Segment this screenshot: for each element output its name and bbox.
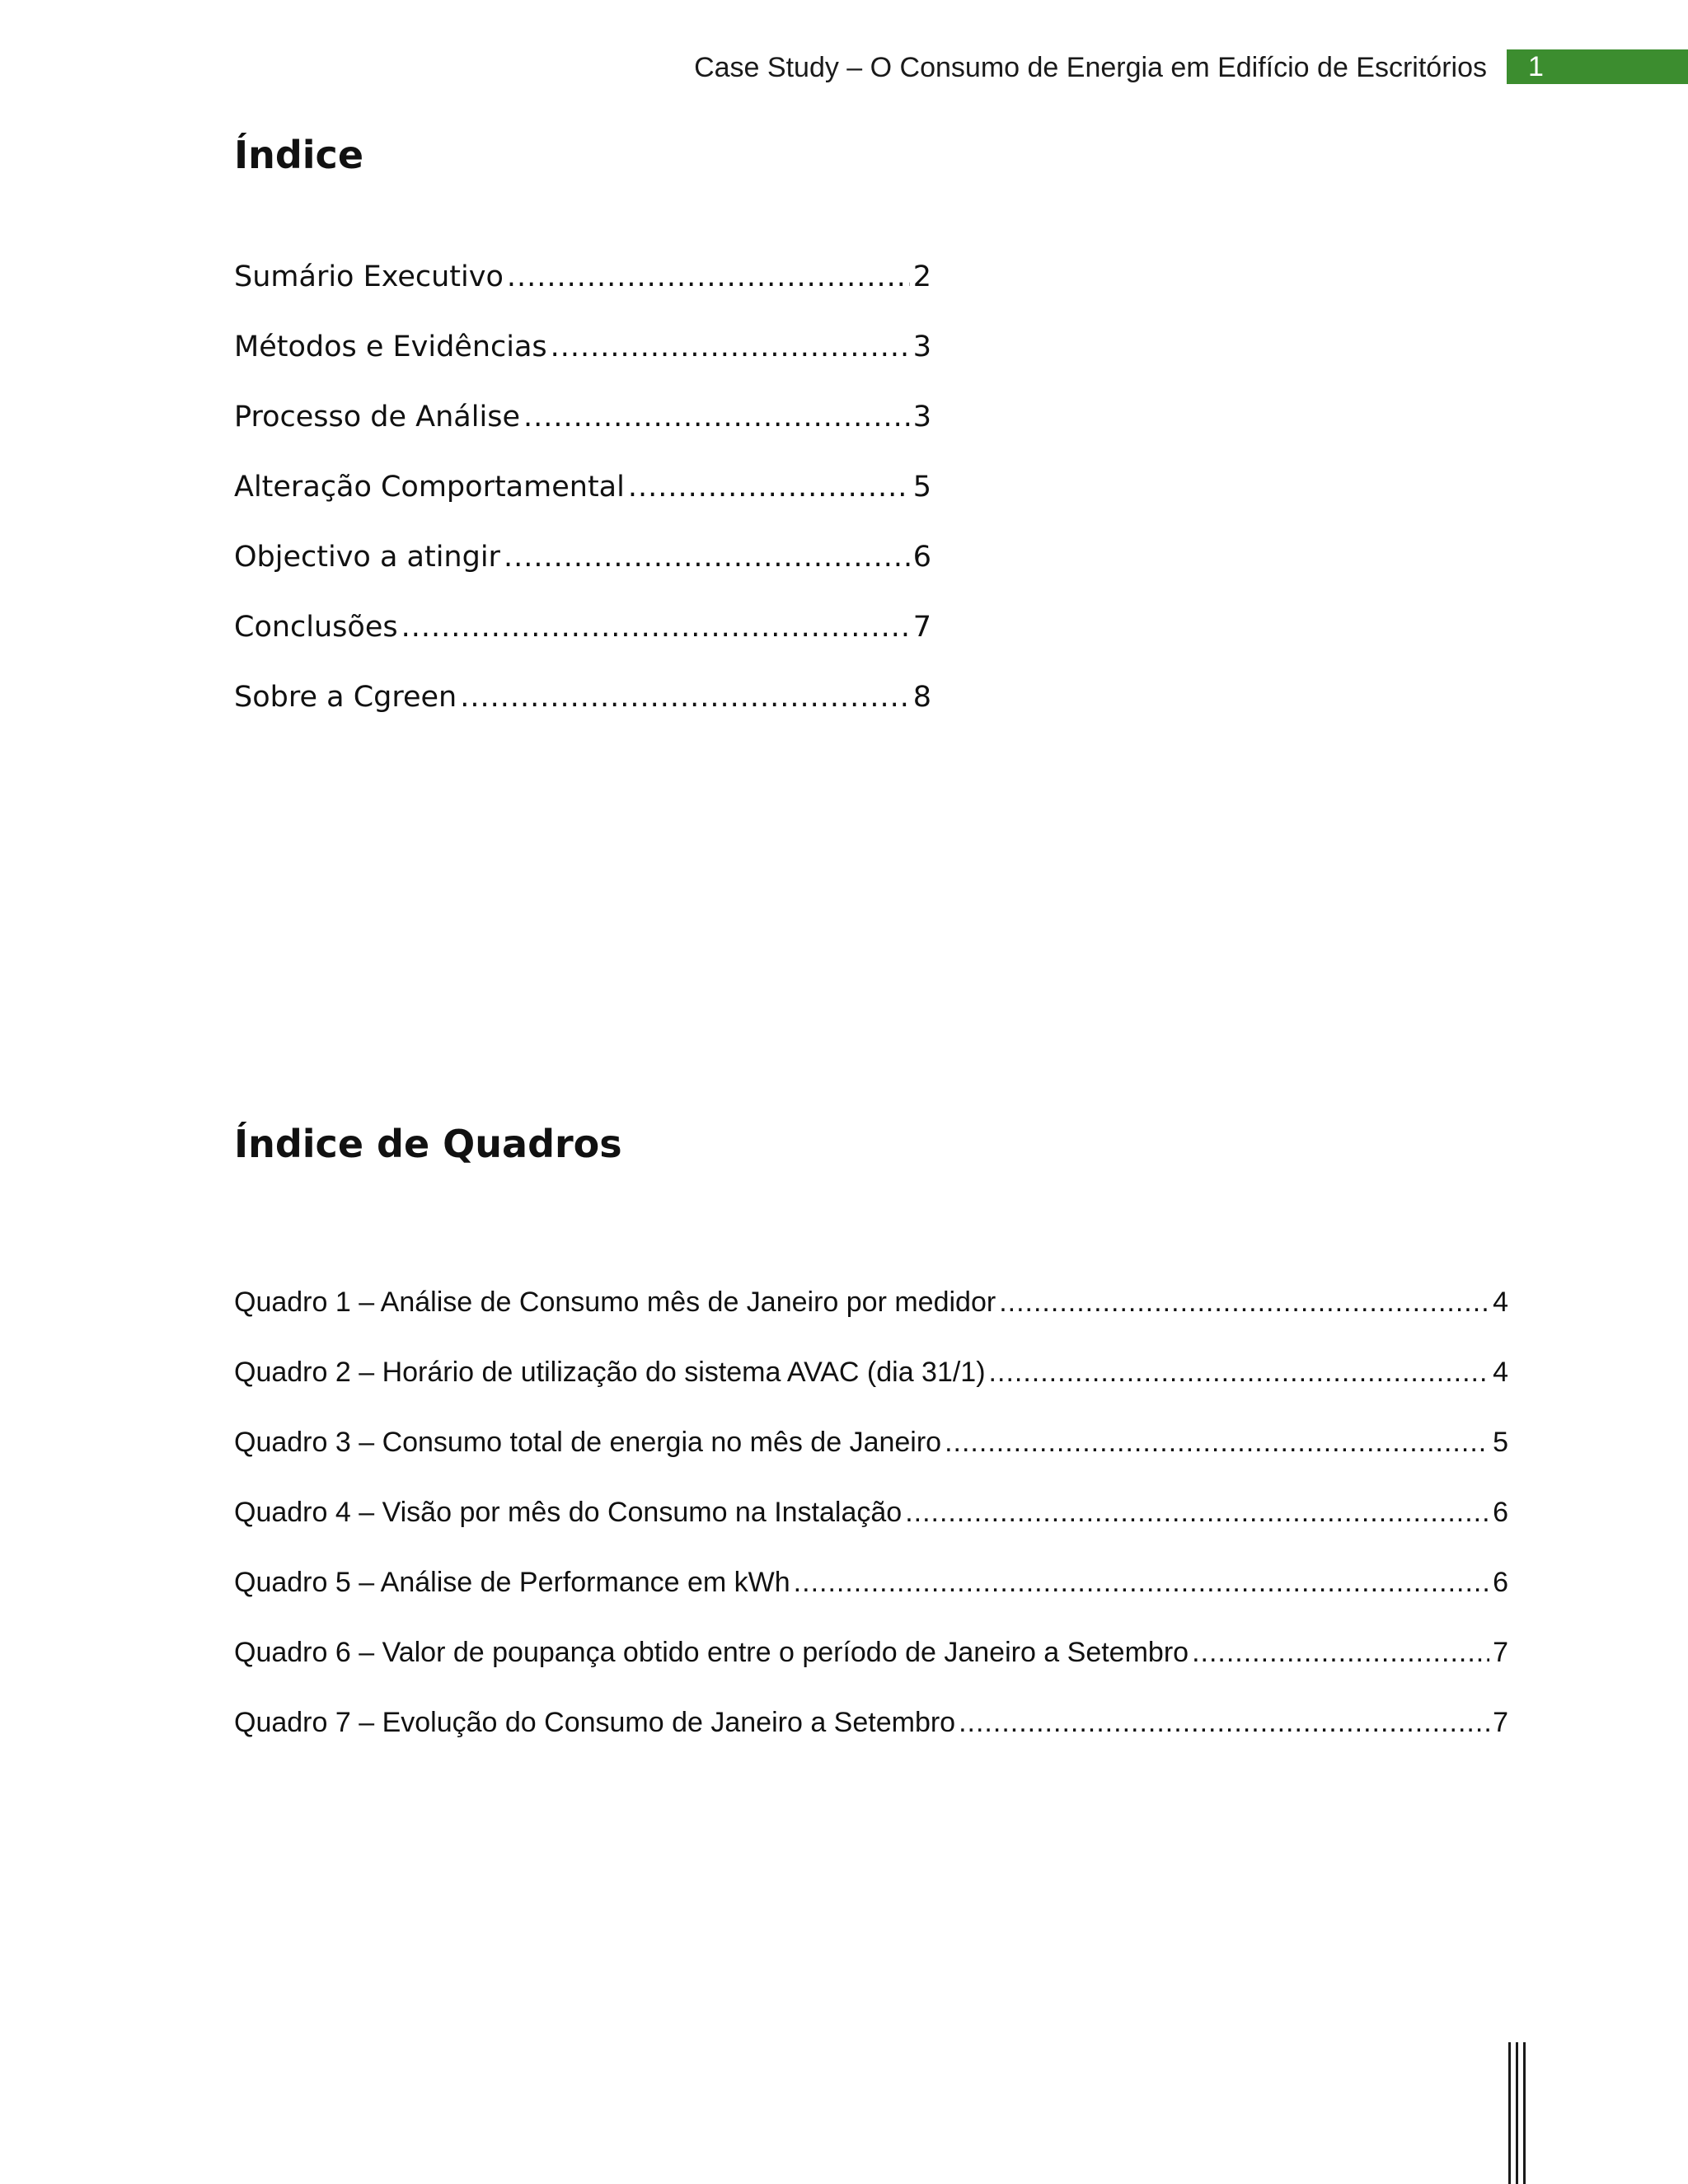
toc-entry-sobre-cgreen[interactable] [234, 673, 931, 743]
toc-entry-objectivo-atingir[interactable] [234, 532, 931, 602]
tables-index-entry-label: Quadro 2 – Horário de utilização do sistema AVAC (dia 31/1) [234, 1357, 986, 1388]
dot-leader [460, 673, 909, 722]
footer-vertical-rules [1508, 2042, 1528, 2184]
tables-index-entry-quadro-4[interactable] [234, 1493, 1508, 1563]
tables-index-entry-label: Quadro 5 – Análise de Performance em kWh [234, 1567, 790, 1598]
vertical-rule [1516, 2042, 1518, 2184]
vertical-rule [1508, 2042, 1511, 2184]
toc-entry-page: 6 [912, 541, 931, 574]
toc-entry-label: Sobre a Cgreen [234, 681, 457, 714]
toc-entry-page: 3 [912, 330, 931, 363]
dot-leader [523, 392, 910, 442]
toc-entry-conclusoes[interactable] [234, 602, 931, 673]
tables-index-entry-label: Quadro 6 – Valor de poupança obtido entre o período de Janeiro a Setembro [234, 1637, 1189, 1668]
dot-leader [401, 602, 910, 652]
dot-leader [959, 1703, 1489, 1742]
toc-entry-sumario-executivo[interactable] [234, 252, 931, 322]
tables-index-entry-quadro-5[interactable] [234, 1563, 1508, 1633]
toc-entry-label: Alteração Comportamental [234, 471, 625, 504]
toc-entry-alteracao-comportamental[interactable] [234, 462, 931, 532]
page-number-badge: 1 [1507, 49, 1688, 84]
dot-leader [794, 1563, 1489, 1602]
dot-leader [999, 1282, 1489, 1322]
dot-leader [989, 1352, 1490, 1392]
tables-index-entry-page: 6 [1493, 1567, 1508, 1598]
tables-index-entry-page: 7 [1493, 1637, 1508, 1668]
tables-index-entry-quadro-2[interactable] [234, 1352, 1508, 1422]
toc-entry-label: Métodos e Evidências [234, 330, 547, 363]
dot-leader [507, 252, 910, 302]
tables-index-entry-page: 4 [1493, 1357, 1508, 1388]
toc-entry-label: Sumário Executivo [234, 260, 504, 293]
tables-index-entry-page: 6 [1493, 1497, 1508, 1528]
toc-entry-page: 7 [912, 611, 931, 644]
tables-index-entry-quadro-1[interactable] [234, 1282, 1508, 1352]
tables-index-entry-label: Quadro 4 – Visão por mês do Consumo na Instalação [234, 1497, 903, 1528]
vertical-rule [1523, 2042, 1526, 2184]
tables-index-list [234, 1282, 1508, 1773]
toc-entry-page: 3 [912, 401, 931, 434]
tables-index-entry-quadro-7[interactable] [234, 1703, 1508, 1773]
header-title: Case Study – O Consumo de Energia em Edifício de Escritórios [694, 52, 1487, 83]
tables-index-entry-label: Quadro 3 – Consumo total de energia no mês de Janeiro [234, 1427, 942, 1458]
dot-leader [551, 322, 910, 372]
tables-index-entry-quadro-3[interactable] [234, 1422, 1508, 1493]
toc-entry-page: 8 [912, 681, 931, 714]
page-header [0, 48, 1688, 89]
toc-entry-page: 5 [912, 471, 931, 504]
dot-leader [628, 462, 910, 512]
tables-index-entry-page: 5 [1493, 1427, 1508, 1458]
toc-entry-label: Objectivo a atingir [234, 541, 500, 574]
tables-index-heading: Índice de Quadros [234, 1122, 622, 1166]
tables-index-entry-page: 7 [1493, 1707, 1508, 1738]
toc-entry-processo-analise[interactable] [234, 392, 931, 462]
tables-index-entry-quadro-6[interactable] [234, 1633, 1508, 1703]
toc-entry-metodos-evidencias[interactable] [234, 322, 931, 392]
dot-leader [945, 1422, 1489, 1462]
tables-index-entry-label: Quadro 7 – Evolução do Consumo de Janeiro a Setembro [234, 1707, 956, 1738]
dot-leader [504, 532, 910, 582]
toc-heading: Índice [234, 133, 364, 177]
tables-index-entry-page: 4 [1493, 1286, 1508, 1318]
tables-index-entry-label: Quadro 1 – Análise de Consumo mês de Janeiro por medidor [234, 1286, 996, 1318]
dot-leader [1192, 1633, 1489, 1672]
dot-leader [905, 1493, 1489, 1532]
toc-entry-label: Conclusões [234, 611, 398, 644]
toc-entry-label: Processo de Análise [234, 401, 520, 434]
toc-list [234, 252, 931, 743]
toc-entry-page: 2 [912, 260, 931, 293]
